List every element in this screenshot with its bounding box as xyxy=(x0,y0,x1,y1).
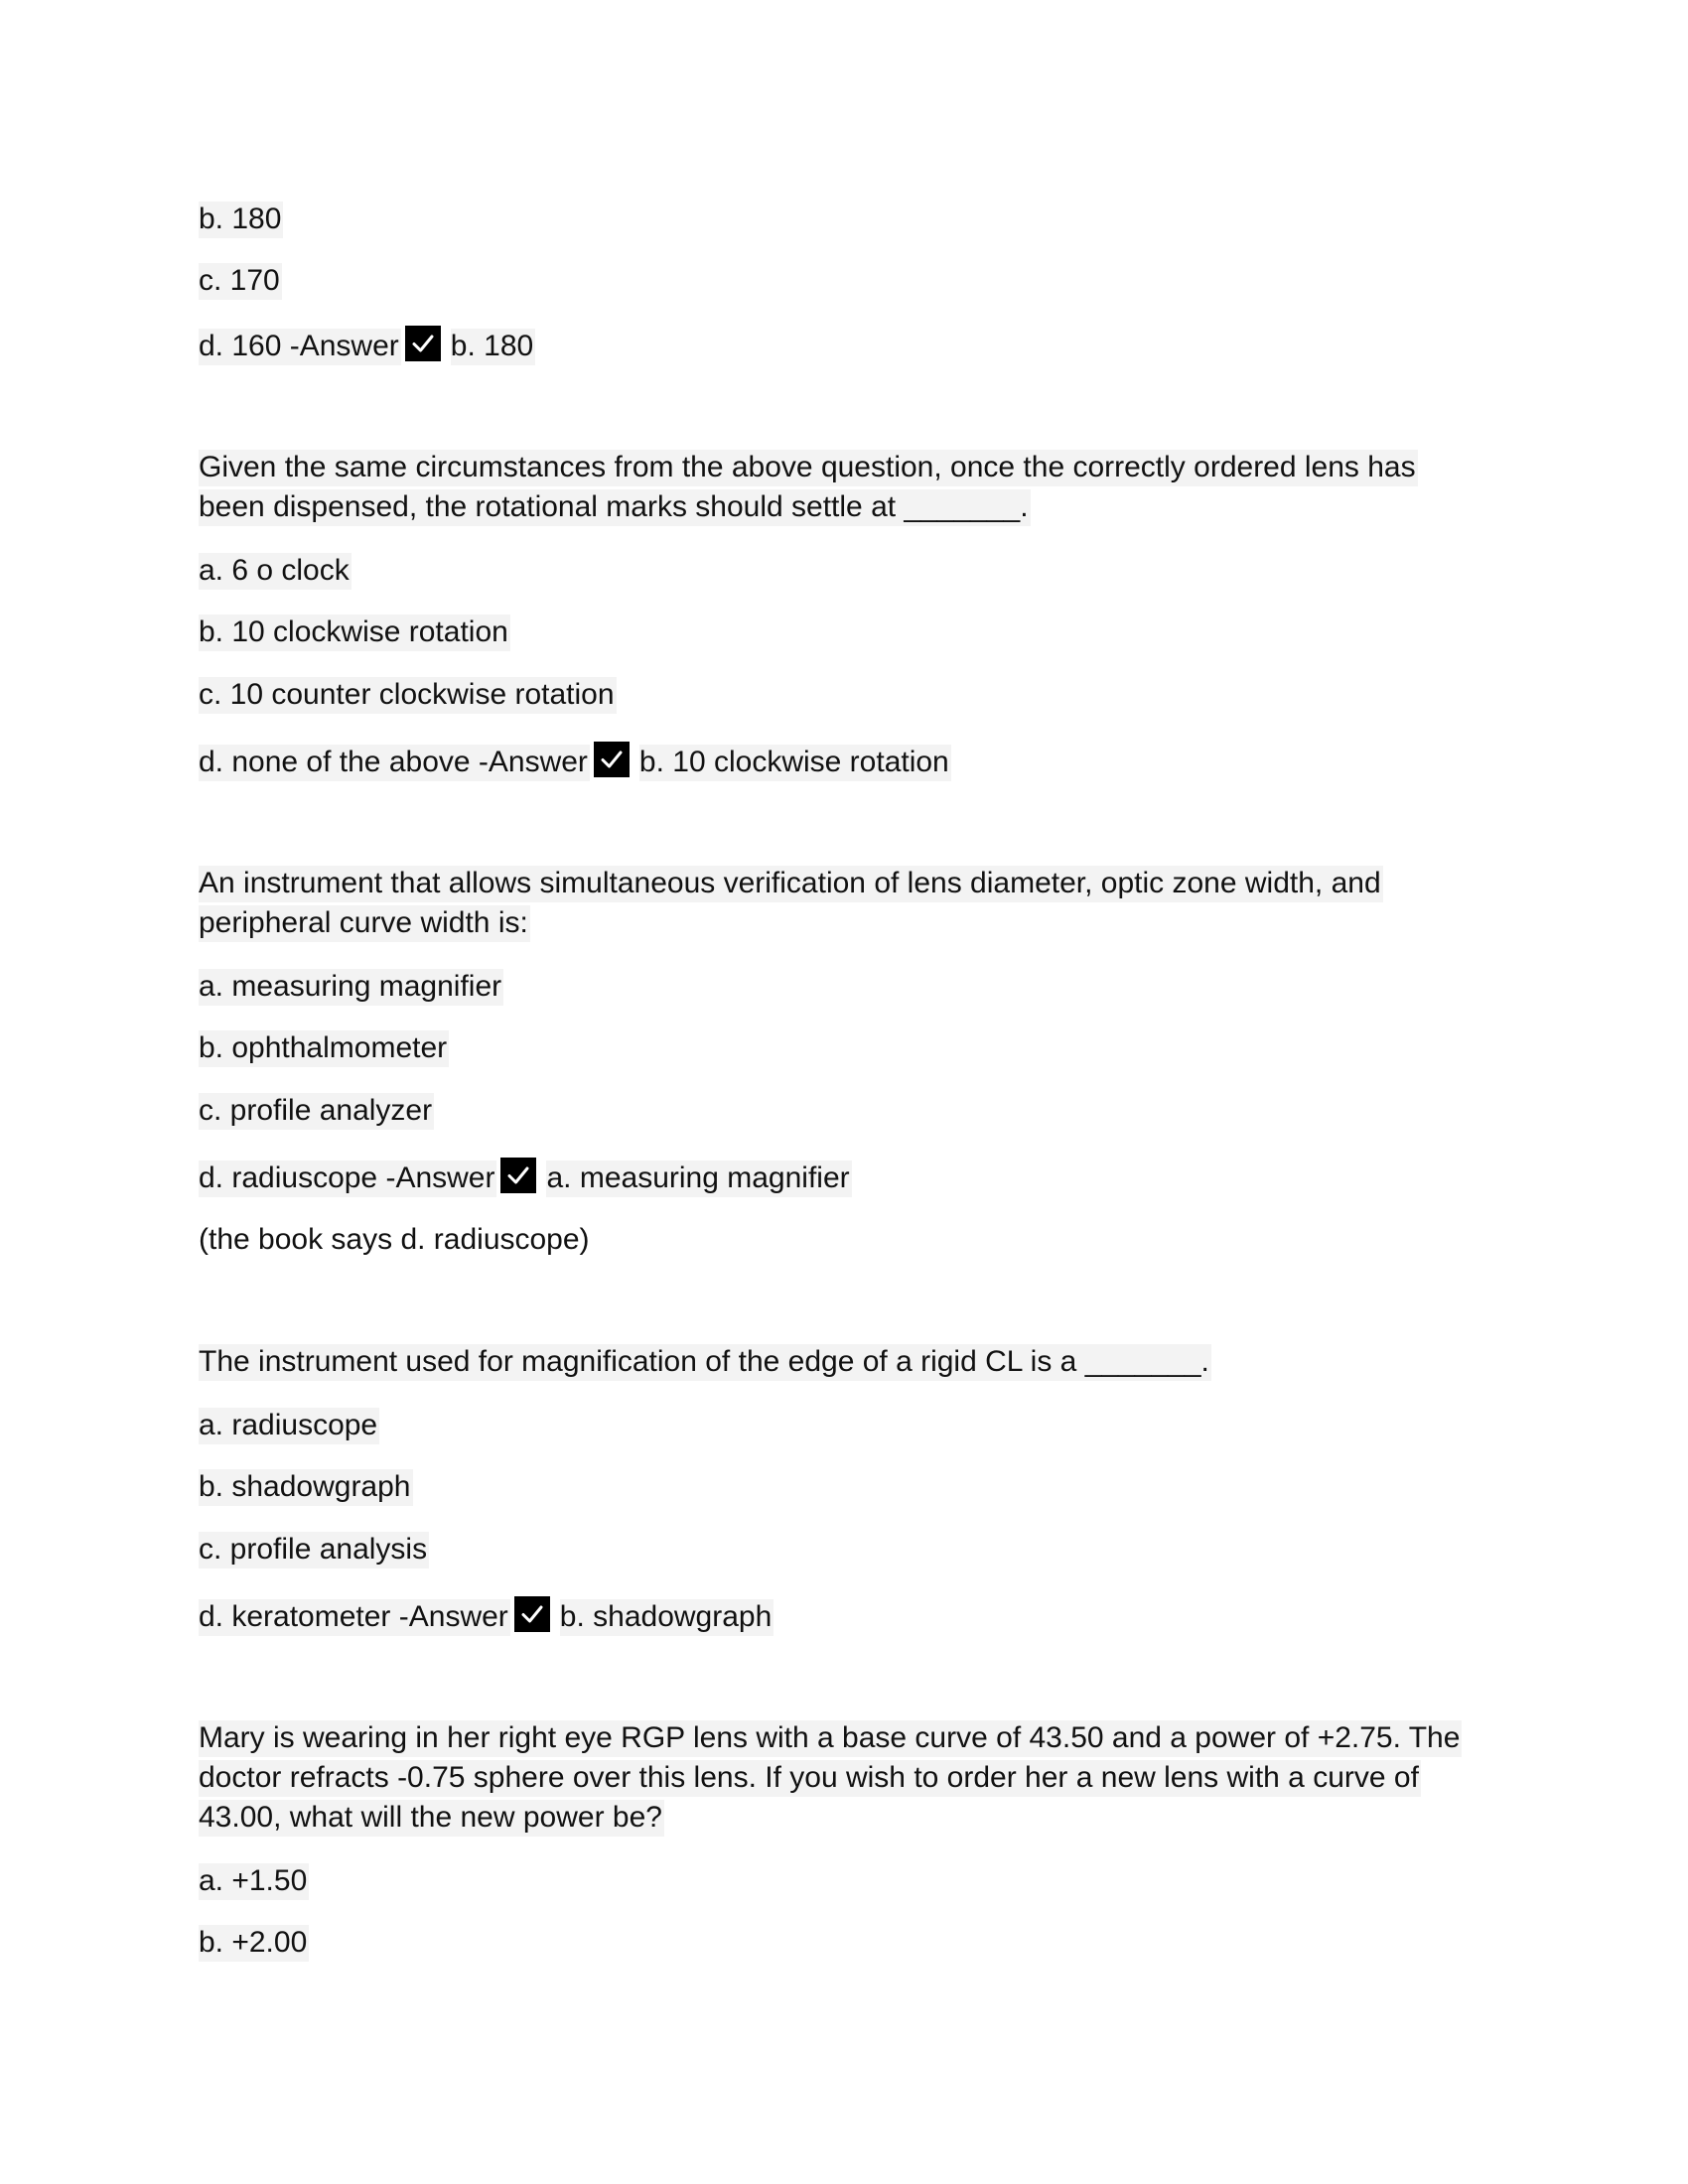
option-line xyxy=(199,1406,379,1445)
answer-line xyxy=(199,742,951,782)
option-text: b. shadowgraph xyxy=(199,1469,413,1506)
question-text: Mary is wearing in her right eye RGP lens with a base curve of 43.50 and a power of +2.75. The xyxy=(199,1720,1462,1757)
option-line xyxy=(199,261,282,301)
question-text-line xyxy=(199,1342,1211,1382)
question-text-line xyxy=(199,1798,664,1838)
option-line xyxy=(199,1923,309,1963)
checkmark-icon xyxy=(500,1158,536,1193)
option-line xyxy=(199,675,617,715)
question-text: doctor refracts -0.75 sphere over this lens. If you wish to order her a new lens with a curve of xyxy=(199,1760,1421,1797)
option-text: d. radiuscope -Answer xyxy=(199,1160,496,1197)
option-text: a. measuring magnifier xyxy=(199,969,503,1006)
answer-line xyxy=(199,1158,852,1198)
question-text-line xyxy=(199,903,530,943)
question-text-line xyxy=(199,448,1418,487)
answer-text: b. shadowgraph xyxy=(560,1599,774,1636)
answer-line xyxy=(199,326,535,366)
option-line xyxy=(199,613,510,652)
question-text-line xyxy=(199,864,1383,903)
question-text: An instrument that allows simultaneous verification of lens diameter, optic zone width, and xyxy=(199,866,1383,902)
answer-text: a. measuring magnifier xyxy=(546,1160,851,1197)
option-line xyxy=(199,200,283,239)
option-text: c. profile analysis xyxy=(199,1532,429,1569)
option-text: d. none of the above -Answer xyxy=(199,745,590,781)
option-text: c. profile analyzer xyxy=(199,1093,434,1130)
option-text: c. 10 counter clockwise rotation xyxy=(199,677,617,714)
note-text: (the book says d. radiuscope) xyxy=(199,1223,590,1256)
answer-text: b. 10 clockwise rotation xyxy=(639,745,951,781)
question-text: Given the same circumstances from the above question, once the correctly ordered lens has xyxy=(199,450,1418,486)
option-text: d. 160 -Answer xyxy=(199,329,401,365)
option-line xyxy=(199,1530,429,1570)
option-text: a. +1.50 xyxy=(199,1863,309,1900)
option-line xyxy=(199,1028,449,1068)
option-line xyxy=(199,1091,434,1131)
option-line xyxy=(199,967,503,1007)
question-text: been dispensed, the rotational marks should settle at _______. xyxy=(199,489,1031,526)
option-text: b. 10 clockwise rotation xyxy=(199,614,510,651)
question-text: The instrument used for magnification of the edge of a rigid CL is a _______. xyxy=(199,1344,1211,1381)
option-text: b. 180 xyxy=(199,202,283,238)
option-text: a. radiuscope xyxy=(199,1408,379,1444)
answer-line xyxy=(199,1596,774,1637)
question-text: peripheral curve width is: xyxy=(199,905,530,942)
option-text: c. 170 xyxy=(199,263,282,300)
checkmark-icon xyxy=(594,742,630,777)
option-line xyxy=(199,1861,309,1901)
checkmark-icon xyxy=(514,1596,550,1632)
option-text: a. 6 o clock xyxy=(199,553,352,590)
option-text: b. ophthalmometer xyxy=(199,1030,449,1067)
option-line xyxy=(199,551,352,591)
question-text: 43.00, what will the new power be? xyxy=(199,1800,664,1837)
checkmark-icon xyxy=(405,326,441,361)
note-line xyxy=(199,1220,590,1260)
question-text-line xyxy=(199,1758,1421,1798)
option-text: b. +2.00 xyxy=(199,1925,309,1962)
option-text: d. keratometer -Answer xyxy=(199,1599,510,1636)
option-line xyxy=(199,1467,413,1507)
answer-text: b. 180 xyxy=(451,329,535,365)
question-text-line xyxy=(199,487,1031,527)
question-text-line xyxy=(199,1718,1462,1758)
